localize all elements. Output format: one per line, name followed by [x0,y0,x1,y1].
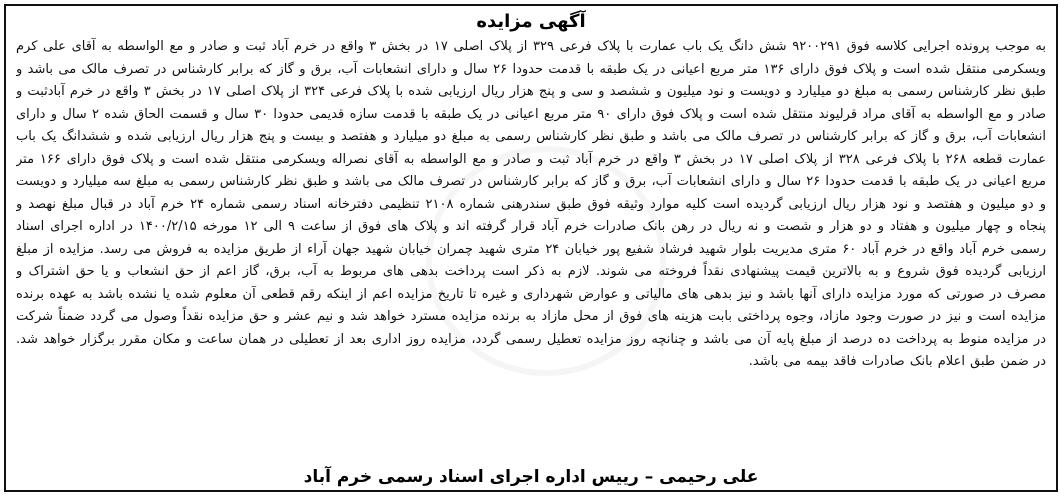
notice-signature: علی رحیمی – رییس اداره اجرای اسناد رسمی خرم آباد [303,467,759,487]
notice-title: آگهی مزایده [476,11,586,32]
notice-body: به موجب پرونده اجرایی کلاسه فوق ۹۲۰۰۲۹۱ شش دانگ یک باب عمارت با پلاک فرعی ۳۲۹ از پلاک اصلی ۱۷ در بخش ۳ واقع در خرم آباد ثبت و صادر و مع الواسطه به آقای علی کرم ویسکرمی منتقل شده است و پلاک فوق دارای ۱۳۶ متر مربع اعیانی در یک طبقه با قدمت حدودا ۲۶ سال و دارای انشعابات آب، برق و گاز که برابر کارشناس در تصرف مالک می باشد و طبق نظر کارشناس رسمی به مبلغ دو میلیارد و دویست و نود میلیون و ششصد و سی و پنج هزار ریال ارزیابی شده با پلاک فرعی ۳۲۴ از پلاک اصلی ۱۷ در بخش ۳ واقع در خرم آبادثبت و صادر و مع الواسطه به آقای مراد قرلیوند منتقل شده است و پلاک فوق دارای ۹۰ متر مربع اعیانی در یک طبقه با قدمت سازه قدیمی حدودا ۳۰ سال و قسمت الحاق شده ۲ سال و دارای انشعابات آب، برق و گاز که برابر کارشناس در تصرف مالک می باشد و طبق نظر کارشناس رسمی به مبلغ دو میلیارد و هفتصد و بیست و پنج هزار ریال ارزیابی شده و ششدانگ یک باب عمارت قطعه ۲۶۸ با پلاک فرعی ۳۲۸ از پلاک اصلی ۱۷ در بخش ۳ واقع در خرم آباد ثبت و صادر و مع الواسطه به آقای نصراله ویسکرمی منتقل شده است و پلاک فوق دارای ۱۶۶ متر مربع اعیانی در یک طبقه با قدمت حدودا ۲۶ سال و دارای انشعابات آب، برق و گاز که برابر کارشناس در تصرف مالک می باشد و طبق نظر کارشناس رسمی به مبلغ سه میلیارد و دویست و دو میلیون و هفتصد و نود هزار ریال ارزیابی گردیده است کلیه موارد وثیقه فوق طبق سندرهنی شماره ۲۱۰۸ تنظیمی دفترخانه اسناد رسمی شماره ۲۴ خرم آباد در قبال مبلغ نهصد و پنجاه و چهار میلیون و هفتاد و دو هزار و شصت و نه ریال در رهن بانک صادرات خرم آباد قرار گرفته اند و پلاک های فوق از ساعت ۹ الی ۱۲ مورخه ۱۴۰۰/۲/۱۵ در اداره اجرای اسناد رسمی خرم آباد واقع در خرم آباد ۶۰ متری مدیریت بلوار شهید فرشاد شفیع پور خیابان ۲۴ متری شهید چمران خیابان شهید جهان آراء از طریق مزایده به فروش می رسد. مزایده از مبلغ ارزیابی گردیده فوق شروع و به بالاترین قیمت پیشنهادی نقداً فروخته می شوند. لازم به ذکر است پرداخت بدهی های مربوط به آب، برق، گاز اعم از حق انشعاب و یا حق اشتراک و مصرف در صورتی که مورد مزایده دارای آنها باشد و نیز بدهی های مالیاتی و عوارض شهرداری و غیره تا تاریخ مزایده اعم از اینکه رقم قطعی آن معلوم شده یا نشده باشد به عهده برنده مزایده است و نیز در صورت وجود مازاد، وجوه پرداختی بابت هزینه های فوق از محل مازاد به برنده مزایده مسترد خواهد شد و نیم عشر و حق مزایده نقداً وصول می گردد ضمناً شرکت در مزایده منوط به پرداخت ده درصد از مبلغ پایه آن می باشد و چنانچه روز مزایده تعطیل رسمی گردد، مزایده روز اداری بعد از تعطیلی در همان ساعت و مکان مقرر برگزار خواهد شد. در ضمن طبق اعلام بانک صادرات فاقد بیمه می باشد. [16,39,1046,369]
notice-frame [4,4,1058,492]
